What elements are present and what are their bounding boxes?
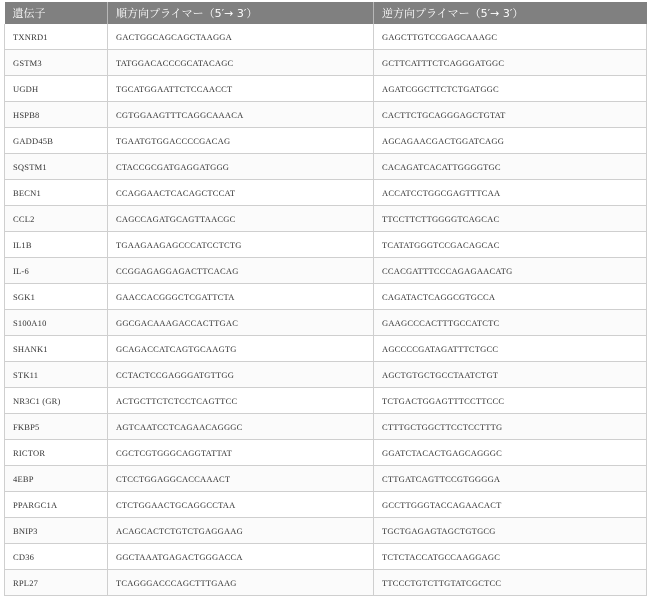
- reverse-primer-cell: GAGCTTGTCCGAGCAAAGC: [374, 24, 647, 50]
- reverse-primer-cell: AGCTGTGCTGCCTAATCTGT: [374, 362, 647, 388]
- reverse-primer-cell: CTTTGCTGGCTTCCTCCTTTG: [374, 414, 647, 440]
- forward-primer-cell: GAACCACGGGCTCGATTCTA: [108, 284, 374, 310]
- gene-cell: GADD45B: [5, 128, 108, 154]
- reverse-primer-cell: TTCCCTGTCTTGTATCGCTCC: [374, 570, 647, 596]
- reverse-primer-cell: AGCAGAACGACTGGATCAGG: [374, 128, 647, 154]
- table-row: [5, 258, 647, 284]
- header-reverse-primer: 逆方向プライマー（5′→ 3′）: [374, 2, 647, 24]
- gene-cell: UGDH: [5, 76, 108, 102]
- gene-cell: IL1B: [5, 232, 108, 258]
- reverse-primer-cell: AGATCGGCTTCTCTGATGGC: [374, 76, 647, 102]
- table-row: [5, 128, 647, 154]
- header-row: [5, 2, 647, 24]
- table-row: [5, 102, 647, 128]
- gene-cell: SQSTM1: [5, 154, 108, 180]
- header-gene: 遺伝子: [5, 2, 108, 24]
- forward-primer-cell: AGTCAATCCTCAGAACAGGGC: [108, 414, 374, 440]
- reverse-primer-cell: TCATATGGGTCCGACAGCAC: [374, 232, 647, 258]
- forward-primer-cell: ACTGCTTCTCTCCTCAGTTCC: [108, 388, 374, 414]
- table-row: [5, 24, 647, 50]
- forward-primer-cell: TCAGGGACCCAGCTTTGAAG: [108, 570, 374, 596]
- table-row: [5, 154, 647, 180]
- table-row: [5, 180, 647, 206]
- reverse-primer-cell: TCTGACTGGAGTTTCCTTCCC: [374, 388, 647, 414]
- forward-primer-cell: CAGCCAGATGCAGTTAACGC: [108, 206, 374, 232]
- gene-cell: PPARGC1A: [5, 492, 108, 518]
- gene-cell: SGK1: [5, 284, 108, 310]
- reverse-primer-cell: GAAGCCCACTTTGCCATCTC: [374, 310, 647, 336]
- forward-primer-cell: TGCATGGAATTCTCCAACCT: [108, 76, 374, 102]
- gene-cell: TXNRD1: [5, 24, 108, 50]
- table-row: [5, 440, 647, 466]
- forward-primer-cell: CTCTGGAACTGCAGGCCTAA: [108, 492, 374, 518]
- gene-cell: NR3C1 (GR): [5, 388, 108, 414]
- gene-cell: CD36: [5, 544, 108, 570]
- gene-cell: IL-6: [5, 258, 108, 284]
- forward-primer-cell: CCAGGAACTCACAGCTCCAT: [108, 180, 374, 206]
- forward-primer-cell: CCGGAGAGGAGACTTCACAG: [108, 258, 374, 284]
- gene-cell: FKBP5: [5, 414, 108, 440]
- reverse-primer-cell: CACAGATCACATTGGGGTGC: [374, 154, 647, 180]
- gene-cell: RPL27: [5, 570, 108, 596]
- forward-primer-cell: CTCCTGGAGGCACCAAACT: [108, 466, 374, 492]
- reverse-primer-cell: CAGATACTCAGGCGTGCCA: [374, 284, 647, 310]
- gene-cell: CCL2: [5, 206, 108, 232]
- forward-primer-cell: ACAGCACTCTGTCTGAGGAAG: [108, 518, 374, 544]
- forward-primer-cell: CTACCGCGATGAGGATGGG: [108, 154, 374, 180]
- table-row: [5, 206, 647, 232]
- table-row: [5, 570, 647, 596]
- gene-cell: STK11: [5, 362, 108, 388]
- table-row: [5, 466, 647, 492]
- gene-cell: SHANK1: [5, 336, 108, 362]
- reverse-primer-cell: CCACGATTTCCCAGAGAACATG: [374, 258, 647, 284]
- table-row: [5, 50, 647, 76]
- table-body: [5, 24, 647, 596]
- reverse-primer-cell: TCTCTACCATGCCAAGGAGC: [374, 544, 647, 570]
- forward-primer-cell: CGCTCGTGGGCAGGTATTAT: [108, 440, 374, 466]
- gene-cell: BNIP3: [5, 518, 108, 544]
- forward-primer-cell: TGAATGTGGACCCCGACAG: [108, 128, 374, 154]
- table-row: [5, 492, 647, 518]
- forward-primer-cell: GACTGGCAGCAGCTAAGGA: [108, 24, 374, 50]
- table-row: [5, 544, 647, 570]
- gene-cell: S100A10: [5, 310, 108, 336]
- reverse-primer-cell: GCCTTGGGTACCAGAACACT: [374, 492, 647, 518]
- reverse-primer-cell: TTCCTTCTTGGGGTCAGCAC: [374, 206, 647, 232]
- forward-primer-cell: CGTGGAAGTTTCAGGCAAACA: [108, 102, 374, 128]
- table-row: [5, 518, 647, 544]
- table-row: [5, 310, 647, 336]
- forward-primer-cell: CCTACTCCGAGGGATGTTGG: [108, 362, 374, 388]
- table-row: [5, 76, 647, 102]
- table-row: [5, 362, 647, 388]
- reverse-primer-cell: ACCATCCTGGCGAGTTTCAA: [374, 180, 647, 206]
- reverse-primer-cell: GCTTCATTTCTCAGGGATGGC: [374, 50, 647, 76]
- gene-cell: 4EBP: [5, 466, 108, 492]
- reverse-primer-cell: CTTGATCAGTTCCGTGGGGA: [374, 466, 647, 492]
- reverse-primer-cell: CACTTCTGCAGGGAGCTGTAT: [374, 102, 647, 128]
- forward-primer-cell: TGAAGAAGAGCCCATCCTCTG: [108, 232, 374, 258]
- forward-primer-cell: GGCTAAATGAGACTGGGACCA: [108, 544, 374, 570]
- table-row: [5, 388, 647, 414]
- primer-table: [4, 2, 647, 596]
- forward-primer-cell: GGCGACAAAGACCACTTGAC: [108, 310, 374, 336]
- gene-cell: HSPB8: [5, 102, 108, 128]
- forward-primer-cell: GCAGACCATCAGTGCAAGTG: [108, 336, 374, 362]
- gene-cell: RICTOR: [5, 440, 108, 466]
- reverse-primer-cell: TGCTGAGAGTAGCTGTGCG: [374, 518, 647, 544]
- table-row: [5, 284, 647, 310]
- table-row: [5, 232, 647, 258]
- forward-primer-cell: TATGGACACCCGCATACAGC: [108, 50, 374, 76]
- gene-cell: GSTM3: [5, 50, 108, 76]
- table-row: [5, 336, 647, 362]
- header-forward-primer: 順方向プライマー（5′→ 3′）: [108, 2, 374, 24]
- reverse-primer-cell: AGCCCCGATAGATTTCTGCC: [374, 336, 647, 362]
- table-row: [5, 414, 647, 440]
- reverse-primer-cell: GGATCTACACTGAGCAGGGC: [374, 440, 647, 466]
- gene-cell: BECN1: [5, 180, 108, 206]
